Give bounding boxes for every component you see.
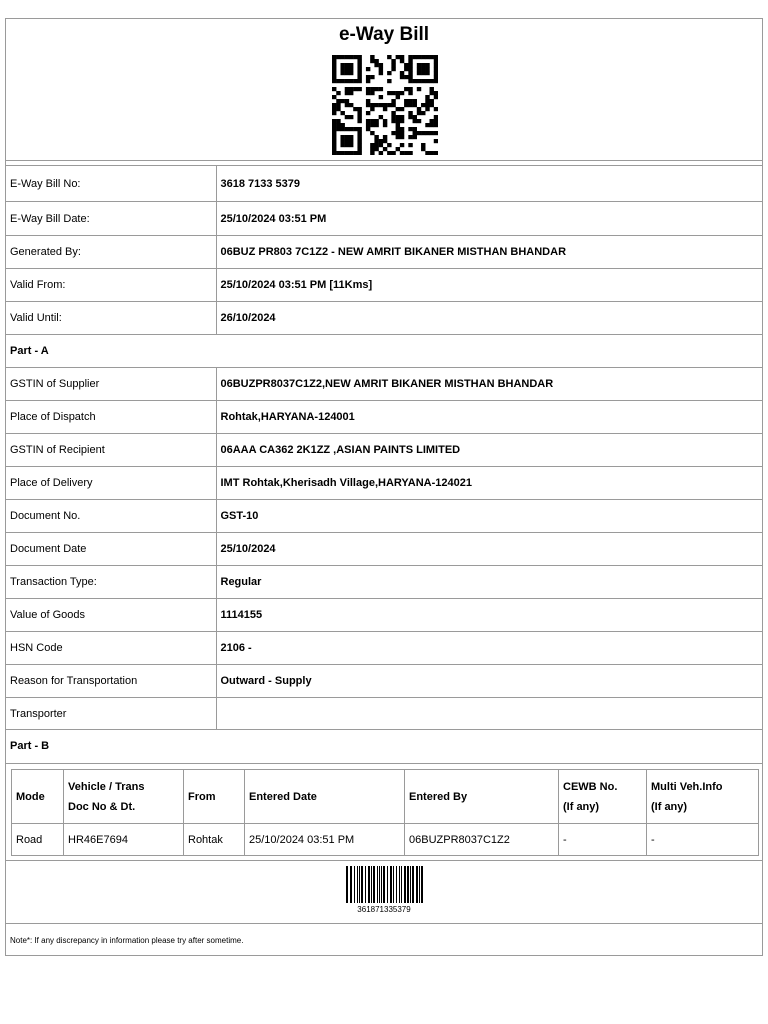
detail-row — [6, 302, 762, 335]
part-b-section — [6, 763, 762, 862]
barcode-section — [6, 860, 762, 924]
table-cell: 06BUZPR8037C1Z2 — [405, 824, 559, 856]
detail-value: Outward - Supply — [216, 665, 762, 698]
detail-row — [6, 599, 762, 632]
detail-value: 25/10/2024 03:51 PM — [216, 202, 762, 236]
detail-value: IMT Rohtak,Kherisadh Village,HARYANA-124021 — [216, 467, 762, 500]
column-header: CEWB No. (If any) — [559, 770, 647, 824]
detail-value: 06BUZPR8037C1Z2,NEW AMRIT BIKANER MISTHAN BHANDAR — [216, 368, 762, 401]
detail-label: GSTIN of Supplier — [6, 368, 216, 401]
detail-label: Value of Goods — [6, 599, 216, 632]
page-title: e-Way Bill — [338, 24, 430, 45]
detail-label: Generated By: — [6, 236, 216, 269]
detail-row — [6, 533, 762, 566]
barcode-number: 361871335379 — [357, 905, 411, 914]
detail-value: 06AAA CA362 2K1ZZ ,ASIAN PAINTS LIMITED — [216, 434, 762, 467]
detail-row — [6, 566, 762, 599]
table-cell: Road — [12, 824, 64, 856]
detail-value: GST-10 — [216, 500, 762, 533]
detail-row — [6, 202, 762, 236]
note-section — [6, 923, 762, 956]
part-b-heading: Part - B — [6, 730, 762, 763]
detail-value: Rohtak,HARYANA-124001 — [216, 401, 762, 434]
part-a-heading: Part - A — [6, 335, 762, 368]
detail-value: 06BUZ PR803 7C1Z2 - NEW AMRIT BIKANER MISTHAN BHANDAR — [216, 236, 762, 269]
detail-label: GSTIN of Recipient — [6, 434, 216, 467]
detail-label: Valid Until: — [6, 302, 216, 335]
detail-row — [6, 269, 762, 302]
part-b-heading-row — [6, 730, 762, 763]
table-row — [12, 824, 759, 856]
detail-row — [6, 500, 762, 533]
barcode-icon — [346, 866, 426, 903]
detail-row — [6, 632, 762, 665]
detail-row — [6, 166, 762, 202]
qr-code-icon — [332, 55, 438, 155]
column-header: Entered Date — [245, 770, 405, 824]
part-a-heading-row — [6, 335, 762, 368]
detail-value: 26/10/2024 — [216, 302, 762, 335]
detail-value: 25/10/2024 03:51 PM [11Kms] — [216, 269, 762, 302]
detail-value: Regular — [216, 566, 762, 599]
vehicle-details-table — [11, 769, 759, 856]
column-header: Vehicle / Trans Doc No & Dt. — [64, 770, 184, 824]
detail-row — [6, 401, 762, 434]
table-header-row — [12, 770, 759, 824]
table-cell: - — [559, 824, 647, 856]
detail-label: E-Way Bill No: — [6, 166, 216, 202]
header-section — [6, 19, 762, 161]
detail-label: E-Way Bill Date: — [6, 202, 216, 236]
detail-label: Document Date — [6, 533, 216, 566]
detail-row — [6, 698, 762, 730]
detail-row — [6, 236, 762, 269]
column-header: Mode — [12, 770, 64, 824]
column-header: Multi Veh.Info (If any) — [647, 770, 759, 824]
column-header: Entered By — [405, 770, 559, 824]
eway-bill-number: 3618 7133 5379 — [216, 166, 762, 202]
table-cell: HR46E7694 — [64, 824, 184, 856]
column-header: From — [184, 770, 245, 824]
discrepancy-note: Note*: If any discrepancy in information please try after sometime. — [10, 936, 244, 945]
detail-row — [6, 665, 762, 698]
detail-label: Reason for Transportation — [6, 665, 216, 698]
detail-value: 2106 - — [216, 632, 762, 665]
detail-row — [6, 368, 762, 401]
table-cell: - — [647, 824, 759, 856]
detail-row — [6, 467, 762, 500]
detail-value: 25/10/2024 — [216, 533, 762, 566]
detail-row — [6, 434, 762, 467]
detail-label: Place of Delivery — [6, 467, 216, 500]
bill-details-table — [6, 165, 762, 763]
detail-label: Valid From: — [6, 269, 216, 302]
detail-label: Place of Dispatch — [6, 401, 216, 434]
detail-label: Transaction Type: — [6, 566, 216, 599]
eway-bill-document — [5, 18, 763, 956]
detail-label: HSN Code — [6, 632, 216, 665]
detail-label: Document No. — [6, 500, 216, 533]
detail-value: 1114155 — [216, 599, 762, 632]
detail-label: Transporter — [6, 698, 216, 730]
table-cell: Rohtak — [184, 824, 245, 856]
detail-value — [216, 698, 762, 730]
table-cell: 25/10/2024 03:51 PM — [245, 824, 405, 856]
